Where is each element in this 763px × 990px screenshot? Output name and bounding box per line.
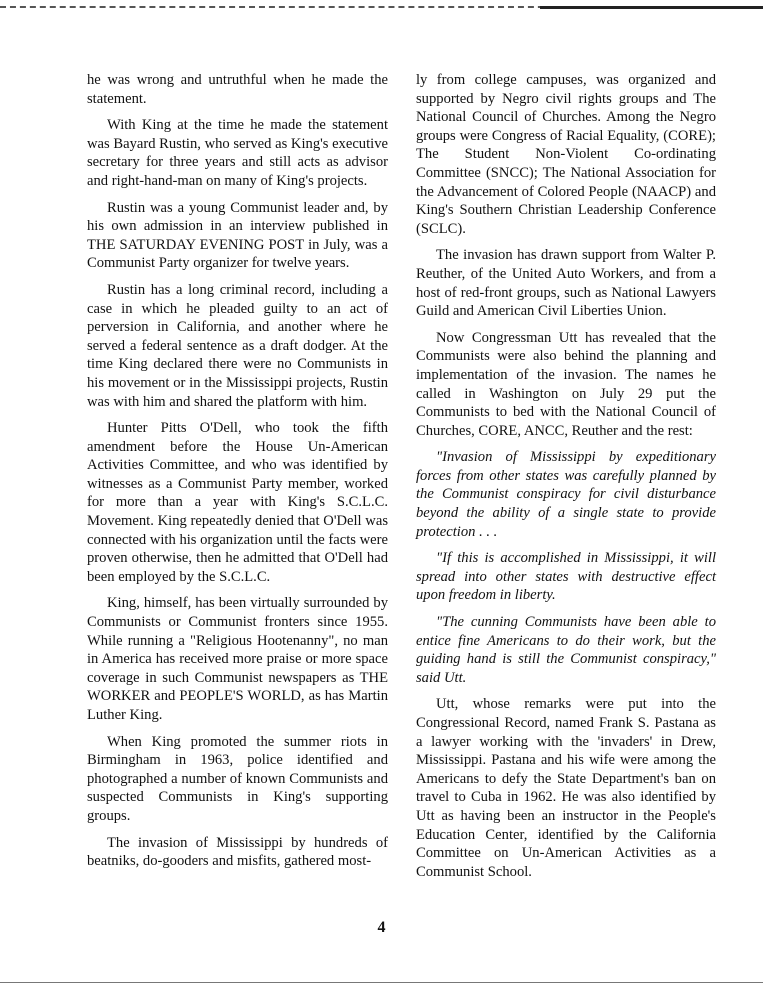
quote-paragraph: "The cunning Communists have been able to entice fine Americans to do their work, but the guiding hand is still the Communist conspiracy," said Utt. [416, 614, 716, 686]
paragraph: King, himself, has been virtually surrounded by Communists or Communist fronters since 1955. While running a "Religious Hootenanny", no man in America has received more praise or more space coverage in such Communist newspapers as THE WORKER and PEOPLE'S WORLD, as has Martin Luther King. [87, 595, 388, 723]
top-border [0, 6, 763, 8]
paragraph: Hunter Pitts O'Dell, who took the fifth amendment before the House Un-American Activities Committee, and who was identified by witnesses as a Communist Party member, worked for more than a year with King's S.C.L.C. Movement. King repeatedly denied that O'Dell was connected with his organization until the facts were proven otherwise, then he admitted that O'Dell had been employed by the S.C.L.C. [87, 420, 388, 585]
paragraph: With King at the time he made the statement was Bayard Rustin, who served as King's executive secretary for three years and still acts as advisor and right-hand-man on many of King's projects. [87, 117, 388, 189]
paragraph: he was wrong and untruthful when he made the statement. [87, 72, 388, 107]
paragraph: The invasion has drawn support from Walter P. Reuther, of the United Auto Workers, and from a host of red-front groups, such as National Lawyers Guild and American Civil Liberties Union. [416, 247, 716, 320]
quote-paragraph: "Invasion of Mississippi by expeditionary forces from other states was carefully planned by the Communist conspiracy for civil disturbance beyond the ability of a single state to provide protection . . . [416, 449, 716, 540]
quote-paragraph: "If this is accomplished in Mississippi, it will spread into other states with destructive effect upon freedom in liberty. [416, 550, 716, 604]
paragraph: ly from college campuses, was organized and supported by Negro civil rights groups and The National Council of Churches. Among the Negro groups were Congress of Racial Equality, (CORE); The Student Non-Violent Co-ordinating Committee (SNCC); The National Association for the Advancement of Colored People (NAACP) and King's Southern Christian Leadership Conference (SCLC). [416, 72, 716, 237]
paragraph: Rustin has a long criminal record, including a case in which he pleaded guilty to an act of perversion in California, and another where he served a federal sentence as a draft dodger. At the time King declared there were no Communists in his movement or in the Mississippi projects, Rustin was with him and shared the platform with him. [87, 281, 388, 410]
paragraph: When King promoted the summer riots in Birmingham in 1963, police identified and photographed a number of known Communists and suspected Communists in King's supporting groups. [87, 733, 388, 824]
left-column [87, 71, 388, 879]
page-number: 4 [377, 919, 386, 936]
bottom-border [0, 982, 763, 983]
paragraph: Now Congressman Utt has revealed that the Communists were also behind the planning and implementation of the invasion. The names he called in Washington on July 29 put the Communists to bed with the National Council of Churches, CORE, ANCC, Reuther and the rest: [416, 329, 716, 439]
right-column [416, 71, 716, 889]
paragraph: Rustin was a young Communist leader and, by his own admission in an interview published in THE SATURDAY EVENING POST in July, was a Communist Party organizer for twelve years. [87, 199, 388, 272]
paragraph: The invasion of Mississippi by hundreds of beatniks, do-gooders and misfits, gathered most- [87, 834, 388, 870]
paragraph: Utt, whose remarks were put into the Congressional Record, named Frank S. Pastana as a lawyer working with the 'invaders' in Drew, Mississippi. Pastana and his wife were among the Americans to defy the State Department's ban on travel to Cuba in 1962. He was also identified by Utt as having been an instructor in the People's Education Center, identified by the California Committee on Un-American Activities as a Communist School. [416, 696, 716, 880]
